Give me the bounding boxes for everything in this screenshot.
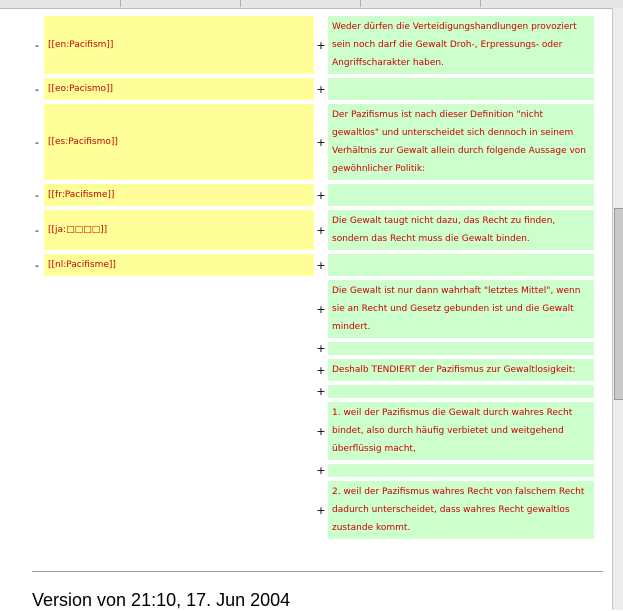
version-heading: Version von 21:10, 17. Jun 2004 — [32, 590, 291, 610]
added-line: Der Pazifismus ist nach dieser Definition "nicht gewaltlos" und unterscheidet sich dennoch in seinem Verhältnis zur Gewalt allein durch folgende Aussage von gewöhnlicher Politik: — [328, 104, 594, 180]
added-line: Die Gewalt ist nur dann wahrhaft "letztes Mittel", wenn sie an Recht und Gesetz gebunden ist und die Gewalt mindert. — [328, 280, 594, 338]
empty-line — [44, 481, 314, 539]
diff-right-sign: + — [316, 503, 326, 517]
diff-left-sign — [30, 342, 44, 355]
table-row — [30, 359, 594, 381]
table-row — [30, 210, 594, 250]
empty-line — [44, 385, 314, 398]
table-row — [30, 78, 594, 100]
diff-right-sign: + — [316, 38, 326, 52]
table-row — [30, 104, 594, 180]
diff-right-sign: + — [316, 342, 326, 355]
added-line: Weder dürfen die Verteidigungshandlungen provoziert sein noch darf die Gewalt Droh-, Erpressungs- oder Angriffscharakter haben. — [328, 16, 594, 74]
diff-left-sign: - — [35, 135, 39, 149]
added-line: Die Gewalt taugt nicht dazu, das Recht zu finden, sondern das Recht muss die Gewalt binden. — [328, 210, 594, 250]
table-row — [30, 342, 594, 355]
empty-line — [44, 464, 314, 477]
removed-line: [[es:Pacifismo]] — [44, 104, 314, 180]
diff-left-sign — [30, 402, 44, 460]
diff-right-sign: + — [316, 424, 326, 438]
top-toolbar-edge — [0, 0, 623, 9]
added-line — [328, 385, 594, 398]
scrollbar-thumb[interactable] — [614, 208, 623, 400]
diff-right-sign: + — [316, 223, 326, 237]
table-row — [30, 464, 594, 477]
diff-right-sign: + — [316, 135, 326, 149]
removed-line: [[nl:Pacifisme]] — [44, 254, 314, 276]
diff-right-sign: + — [316, 385, 326, 398]
diff-left-sign — [30, 359, 44, 381]
diff-right-sign: + — [316, 258, 326, 272]
diff-body — [30, 16, 594, 539]
vertical-scrollbar[interactable] — [612, 8, 623, 610]
added-line: Deshalb TENDIERT der Pazifismus zur Gewaltlosigkeit: — [328, 359, 594, 381]
diff-left-sign: - — [35, 258, 39, 272]
diff-left-sign — [30, 464, 44, 477]
diff-table — [30, 12, 594, 543]
diff-left-sign — [30, 385, 44, 398]
diff-left-sign: - — [35, 38, 39, 52]
added-line: 2. weil der Pazifismus wahres Recht von falschem Recht dadurch unterscheidet, dass wahres Recht gewaltlos zustande kommt. — [328, 481, 594, 539]
table-row — [30, 16, 594, 74]
diff-right-sign: + — [316, 82, 326, 96]
diff-left-sign: - — [35, 82, 39, 96]
section-divider — [32, 571, 603, 572]
empty-line — [44, 280, 314, 338]
diff-left-sign — [30, 481, 44, 539]
added-line: 1. weil der Pazifismus die Gewalt durch wahres Recht bindet, also durch häufig verbietet und weitgehend überflüssig macht, — [328, 402, 594, 460]
diff-right-sign: + — [316, 363, 326, 377]
diff-left-sign — [30, 280, 44, 338]
table-row — [30, 481, 594, 539]
diff-right-sign: + — [316, 188, 326, 202]
removed-line: [[en:Pacifism]] — [44, 16, 314, 74]
removed-line: [[ja:□□□□]] — [44, 210, 314, 250]
table-row — [30, 280, 594, 338]
table-row — [30, 184, 594, 206]
added-line — [328, 342, 594, 355]
removed-line: [[eo:Pacismo]] — [44, 78, 314, 100]
added-line — [328, 184, 594, 206]
empty-line — [44, 342, 314, 355]
empty-line — [44, 359, 314, 381]
diff-right-sign: + — [316, 302, 326, 316]
diff-left-sign: - — [35, 188, 39, 202]
table-row — [30, 254, 594, 276]
diff-left-sign: - — [35, 223, 39, 237]
added-line — [328, 78, 594, 100]
table-row — [30, 385, 594, 398]
added-line — [328, 464, 594, 477]
diff-right-sign: + — [316, 464, 326, 477]
empty-line — [44, 402, 314, 460]
added-line — [328, 254, 594, 276]
table-row — [30, 402, 594, 460]
removed-line: [[fr:Pacifisme]] — [44, 184, 314, 206]
